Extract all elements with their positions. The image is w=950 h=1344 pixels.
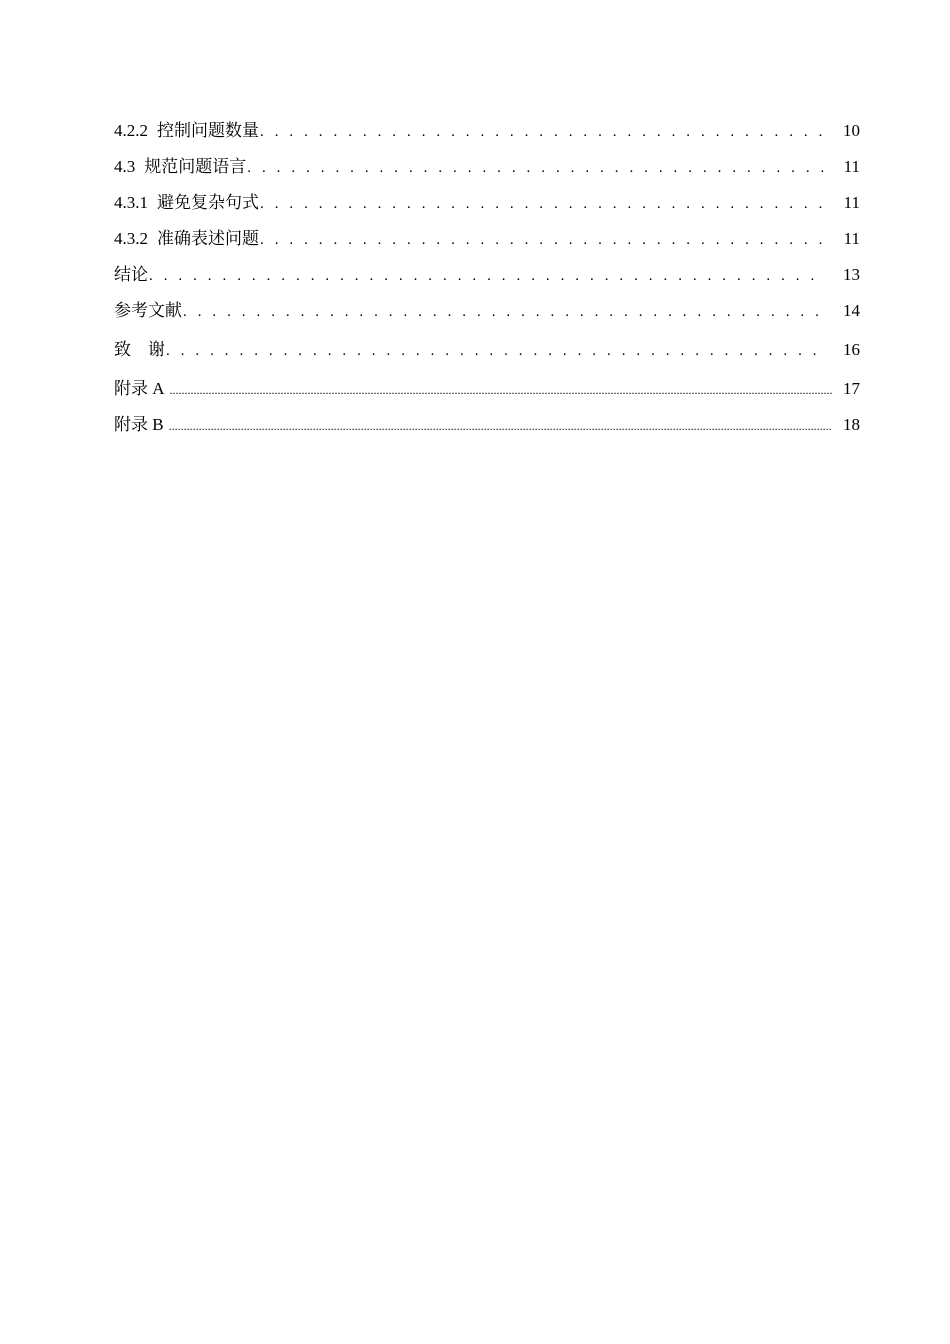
- toc-entry[interactable]: [114, 298, 860, 334]
- toc-entry[interactable]: [114, 226, 860, 262]
- toc-entry[interactable]: [114, 376, 860, 412]
- toc-entry[interactable]: [114, 190, 860, 226]
- toc-entry-title: 参考文献: [114, 301, 182, 320]
- toc-dot-leader: [170, 377, 832, 403]
- toc-entry-title: [114, 190, 259, 216]
- toc-page-number: 13: [843, 265, 860, 284]
- toc-entry-title: 结论: [114, 265, 148, 284]
- toc-entry[interactable]: [114, 262, 860, 298]
- toc-dot-leader: [260, 227, 826, 253]
- toc-dot-leader: [183, 299, 826, 325]
- toc-dot-leader: [247, 155, 826, 181]
- toc-entry[interactable]: [114, 334, 860, 376]
- table-of-contents: [114, 118, 860, 448]
- toc-page-number: 11: [843, 229, 860, 248]
- toc-dot-leader: [169, 413, 832, 439]
- toc-entry-text: 避免复杂句式: [157, 193, 259, 212]
- toc-entry-number: 4.3.2: [114, 229, 148, 248]
- toc-entry-number: 4.3: [114, 157, 136, 176]
- toc-entry-title: [114, 154, 246, 180]
- toc-page-number: 10: [843, 121, 860, 140]
- toc-dot-leader: [260, 119, 826, 145]
- toc-page-number: 11: [843, 193, 860, 212]
- toc-entry-text: 控制问题数量: [157, 121, 259, 140]
- toc-entry[interactable]: [114, 118, 860, 154]
- toc-entry-text: 规范问题语言: [144, 157, 247, 176]
- toc-page-number: 14: [843, 301, 860, 320]
- toc-entry-title: 附录 A: [114, 379, 165, 398]
- toc-dot-leader: [149, 263, 826, 289]
- toc-entry-text: 准确表述问题: [157, 229, 259, 248]
- toc-dot-leader: [166, 338, 826, 364]
- toc-entry-title: 附录 B: [114, 415, 164, 434]
- toc-entry-title: 致 谢: [114, 340, 165, 359]
- toc-entry-title: [114, 118, 259, 144]
- toc-page-number: 18: [843, 415, 860, 434]
- toc-entry[interactable]: [114, 154, 860, 190]
- toc-page-number: 16: [843, 340, 860, 359]
- toc-entry-number: 4.2.2: [114, 121, 148, 140]
- toc-entry-number: 4.3.1: [114, 193, 148, 212]
- toc-page-number: 11: [843, 157, 860, 176]
- toc-dot-leader: [260, 191, 826, 217]
- toc-entry-title: [114, 226, 259, 252]
- toc-page-number: 17: [843, 379, 860, 398]
- toc-entry[interactable]: [114, 412, 860, 448]
